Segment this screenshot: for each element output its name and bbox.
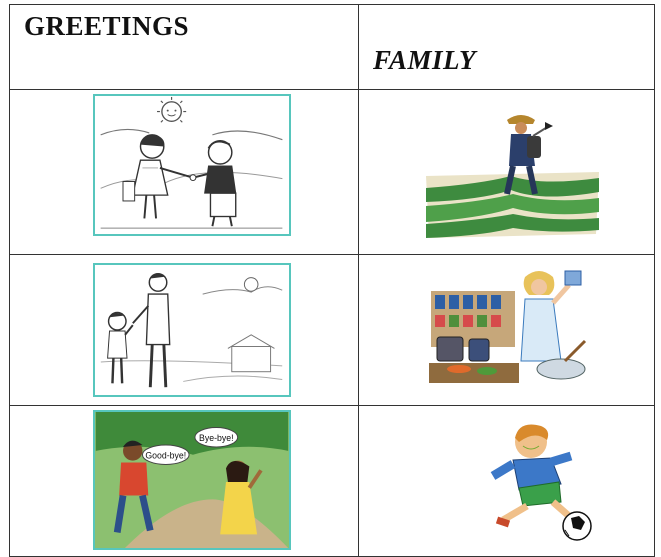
children-saying-goodbye-icon (93, 410, 291, 550)
speech-bubble-good-bye: Good-bye! (145, 450, 187, 461)
children-shaking-hands-sun-icon (93, 94, 291, 236)
header-cell-greetings (10, 5, 359, 90)
boy-greeting-man-icon (93, 263, 291, 397)
cell-greetings-2 (10, 255, 359, 406)
table-row (10, 255, 655, 406)
header-greetings: GREETINGS (24, 11, 190, 41)
speech-bubble-bye-bye: Bye-bye! (199, 433, 234, 444)
cell-family-3 (359, 406, 655, 557)
table-row (10, 90, 655, 255)
mother-cooking-in-kitchen-icon (429, 265, 597, 399)
table-row (10, 406, 655, 557)
header-family: FAMILY (373, 45, 477, 75)
cell-greetings-3 (10, 406, 359, 557)
cell-family-2 (359, 255, 655, 406)
header-cell-family (359, 5, 655, 90)
vocabulary-table (9, 4, 655, 557)
header-row (10, 5, 655, 90)
cell-family-1 (359, 90, 655, 255)
cell-greetings-1 (10, 90, 359, 255)
boy-playing-football-icon (479, 420, 599, 544)
farmer-walking-in-field-icon (421, 106, 601, 240)
